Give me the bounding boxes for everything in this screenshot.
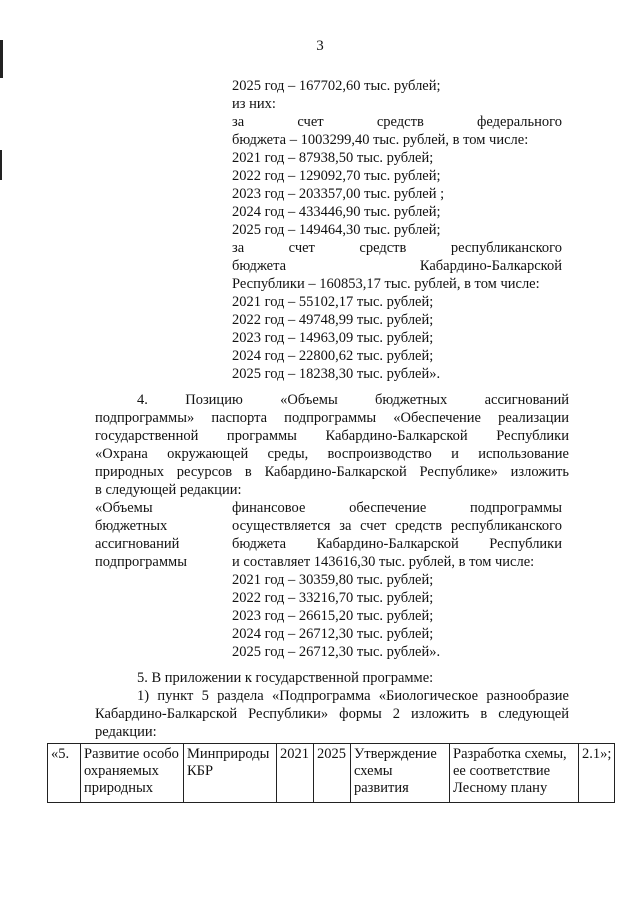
text-line: 2024 год – 433446,90 тыс. рублей; (232, 204, 441, 220)
text-line: Кабардино-Балкарской Республики» формы 2 изложить в следующей (95, 706, 569, 722)
text-line: 2023 год – 26615,20 тыс. рублей; (232, 608, 434, 624)
cell-description: Разработка схемы, ее соответствие Лесному плану (450, 744, 579, 803)
text-line: бюджета Кабардино-Балкарской Республики (232, 536, 562, 552)
text-line: государственной программы Кабардино-Балкарской Республики (95, 428, 569, 444)
text-line: Республики – 160853,17 тыс. рублей, в том числе: (232, 276, 540, 292)
text-line: 2025 год – 18238,30 тыс. рублей». (232, 366, 441, 382)
cell-start-year: 2021 (277, 744, 314, 803)
passport-label (95, 499, 225, 571)
text-line: 1) пункт 5 раздела «Подпрограмма «Биологическое разнообразие (137, 688, 569, 704)
paragraph-4 (95, 391, 569, 499)
text-line: за счет средств федерального (232, 114, 562, 130)
label-line: ассигнований (95, 536, 180, 552)
label-line: подпрограммы (95, 554, 187, 570)
text-line: 2021 год – 55102,17 тыс. рублей; (232, 294, 434, 310)
text-line: 2023 год – 203357,00 тыс. рублей ; (232, 186, 445, 202)
text-line: подпрограммы» паспорта подпрограммы «Обеспечение реализации (95, 410, 569, 426)
text-line: 2025 год – 26712,30 тыс. рублей». (232, 644, 441, 660)
cell-activity: Развитие особо охраняемых природных (81, 744, 184, 803)
text-line: 2022 год – 49748,99 тыс. рублей; (232, 312, 434, 328)
program-table (47, 743, 615, 803)
label-line: «Объемы (95, 500, 153, 516)
text-line: из них: (232, 96, 276, 112)
text-line: 2024 год – 26712,30 тыс. рублей; (232, 626, 434, 642)
text-line: бюджета – 1003299,40 тыс. рублей, в том числе: (232, 132, 529, 148)
label-line: бюджетных (95, 518, 168, 534)
funding-block-federal (232, 77, 562, 383)
text-line: «Охрана окружающей среды, воспроизводство и использование (95, 446, 569, 462)
cell-end-year: 2025 (314, 744, 351, 803)
page-number: 3 (316, 38, 324, 54)
cell-number: «5. (48, 744, 81, 803)
text-line: 4. Позицию «Объемы бюджетных ассигнований (137, 392, 569, 408)
text-line: природных ресурсов в Кабардино-Балкарской Республике» изложить (95, 464, 569, 480)
text-line: осуществляется за счет средств республиканского (232, 518, 562, 534)
cell-indicator: 2.1»; (579, 744, 615, 803)
text-line: и составляет 143616,30 тыс. рублей, в том числе: (232, 554, 535, 570)
funding-block-regional (232, 499, 562, 661)
text-line: финансовое обеспечение подпрограммы (232, 500, 562, 516)
scan-edge-mark (0, 150, 2, 180)
cell-result: Утверждение схемы развития (351, 744, 450, 803)
text-line: 2024 год – 22800,62 тыс. рублей; (232, 348, 434, 364)
text-line: 2021 год – 30359,80 тыс. рублей; (232, 572, 434, 588)
paragraph-5 (95, 669, 569, 741)
cell-executor: Минприроды КБР (184, 744, 277, 803)
text-line: за счет средств республиканского (232, 240, 562, 256)
text-line: 2021 год – 87938,50 тыс. рублей; (232, 150, 434, 166)
text-line: 2023 год – 14963,09 тыс. рублей; (232, 330, 434, 346)
text-line: 2022 год – 33216,70 тыс. рублей; (232, 590, 434, 606)
text-line: 2025 год – 149464,30 тыс. рублей; (232, 222, 441, 238)
text-line: редакции: (95, 724, 157, 740)
text-line: в следующей редакции: (95, 482, 242, 498)
table-row (48, 744, 615, 803)
text-line: 5. В приложении к государственной программе: (137, 670, 434, 686)
text-line: бюджета Кабардино-Балкарской (232, 258, 562, 274)
text-line: 2022 год – 129092,70 тыс. рублей; (232, 168, 441, 184)
text-line: 2025 год – 167702,60 тыс. рублей; (232, 78, 441, 94)
